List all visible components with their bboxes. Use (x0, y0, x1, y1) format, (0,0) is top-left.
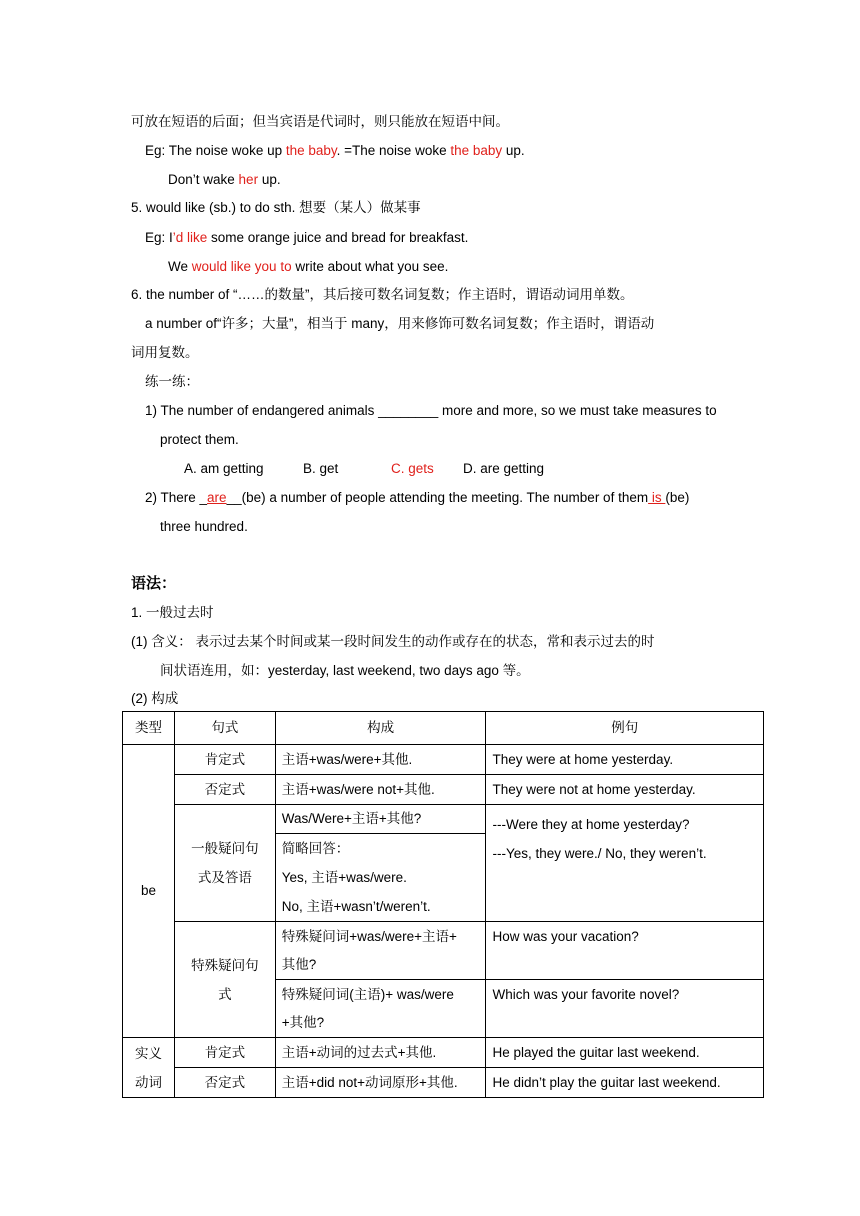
cell-text: 式及答语 (197, 870, 252, 885)
grammar-table (122, 711, 764, 1098)
cell-text: ---Yes, they were./ No, they weren’t. (492, 846, 707, 861)
table-cell: 否定式 (174, 775, 275, 805)
grammar-heading: 语法： (131, 575, 177, 592)
table-cell: 肯定式 (174, 745, 275, 775)
example-line (145, 229, 468, 247)
practice-heading: 练一练： (145, 374, 199, 389)
text: . =The noise woke (336, 143, 451, 158)
header-cell: 句式 (174, 712, 275, 745)
table-cell: How was your vacation? (486, 922, 764, 980)
text: __(be) a number of people attending the meeting. The number of them (226, 490, 649, 505)
question-2 (145, 489, 689, 507)
question-2-cont: three hundred. (160, 519, 248, 534)
highlight-text: the baby (450, 143, 503, 158)
example-line (168, 258, 448, 276)
table-cell: 否定式 (174, 1068, 275, 1098)
table-cell: 主语+动词的过去式+其他. (275, 1038, 486, 1068)
cell-text: 特殊疑问词+was/were+主语+ (281, 928, 457, 944)
table-row (123, 775, 764, 805)
text: Don’t wake (168, 172, 239, 187)
table-cell: 主语+was/were+其他. (275, 745, 486, 775)
table-cell (275, 834, 486, 922)
table-cell (275, 922, 486, 980)
example-line (168, 171, 281, 189)
table-cell (486, 805, 764, 922)
highlight-text: the baby (285, 143, 337, 158)
text-line: a number of“许多；大量”，相当于 many，用来修饰可数名词复数；作主语时，谓语动 (145, 316, 655, 331)
table-row (123, 922, 764, 980)
table-cell: Was/Were+主语+其他? (275, 805, 486, 834)
table-cell: 主语+was/were not+其他. (275, 775, 486, 805)
cell-text: Yes, 主语+was/were. (281, 870, 407, 885)
cell-text: ---Were they at home yesterday? (492, 817, 690, 832)
text: Eg: I (145, 230, 173, 245)
answer-text: are (207, 490, 227, 505)
table-row (123, 1038, 764, 1068)
table-row (123, 745, 764, 775)
table-row (123, 1068, 764, 1098)
cell-text: 实义 (134, 1045, 162, 1061)
cell-text: 式 (218, 986, 232, 1002)
grammar-meaning: (1) 含义： 表示过去某个时间或某一段时间发生的动作或存在的状态，常和表示过去的时 (131, 634, 655, 649)
type-cell-verb (123, 1038, 175, 1098)
cell-text: 特殊疑问句 (191, 957, 259, 973)
example-line (145, 142, 525, 160)
table-cell (174, 922, 275, 1038)
table-row (123, 805, 764, 834)
table-cell: He played the guitar last weekend. (486, 1038, 764, 1068)
cell-text: No, 主语+wasn’t/weren’t. (281, 899, 431, 914)
header-cell: 构成 (275, 712, 486, 745)
table-header-row (123, 712, 764, 745)
question-1: 1) The number of endangered animals ________ more and more, so we must take measures to (145, 403, 717, 418)
highlight-text: ’d like (172, 230, 208, 245)
table-cell: 肯定式 (174, 1038, 275, 1068)
header-cell: 例句 (486, 712, 764, 745)
table-cell (174, 805, 275, 922)
cell-text: 其他? (281, 956, 317, 972)
cell-text: 特殊疑问词(主语)+ was/were (281, 986, 454, 1002)
option-b: B. get (303, 461, 339, 476)
cell-text: 简略回答： (281, 841, 350, 856)
table-cell: 主语+did not+动词原形+其他. (275, 1068, 486, 1098)
text: (be) (665, 490, 690, 505)
point-6: 6. the number of “……的数量”，其后接可数名词复数；作主语时，谓语动词用单数。 (131, 287, 634, 302)
table-cell: They were not at home yesterday. (486, 775, 764, 805)
highlight-text: would like you to (191, 259, 292, 274)
text: up. (502, 143, 525, 158)
cell-text: 动词 (134, 1074, 162, 1090)
highlight-text: her (238, 172, 259, 187)
cell-text: +其他? (281, 1014, 325, 1030)
text: write about what you see. (291, 259, 449, 274)
option-c: C. gets (391, 461, 434, 476)
table-cell: He didn’t play the guitar last weekend. (486, 1068, 764, 1098)
table-cell: Which was your favorite novel? (486, 980, 764, 1038)
grammar-structure: (2) 构成 (131, 691, 179, 706)
text: We (168, 259, 192, 274)
text: Eg: The noise woke up (145, 143, 286, 158)
text: 2) There _ (145, 490, 208, 505)
option-a: A. am getting (184, 461, 264, 476)
text-line: 可放在短语的后面；但当宾语是代词时，则只能放在短语中间。 (131, 114, 509, 129)
type-cell-be: be (123, 745, 175, 1038)
grammar-meaning-cont: 间状语连用，如：yesterday, last weekend, two days ago 等。 (160, 663, 530, 678)
header-cell: 类型 (123, 712, 175, 745)
text: some orange juice and bread for breakfast. (207, 230, 469, 245)
cell-text: 一般疑问句 (191, 841, 259, 856)
option-d: D. are getting (463, 461, 545, 476)
text: up. (258, 172, 281, 187)
question-1-cont: protect them. (160, 432, 239, 447)
text-line: 词用复数。 (131, 345, 199, 360)
answer-text: is (648, 490, 666, 505)
point-5: 5. would like (sb.) to do sth. 想要（某人）做某事 (131, 200, 421, 215)
grammar-point-1: 1. 一般过去时 (131, 605, 214, 620)
table-cell: They were at home yesterday. (486, 745, 764, 775)
table-cell (275, 980, 486, 1038)
